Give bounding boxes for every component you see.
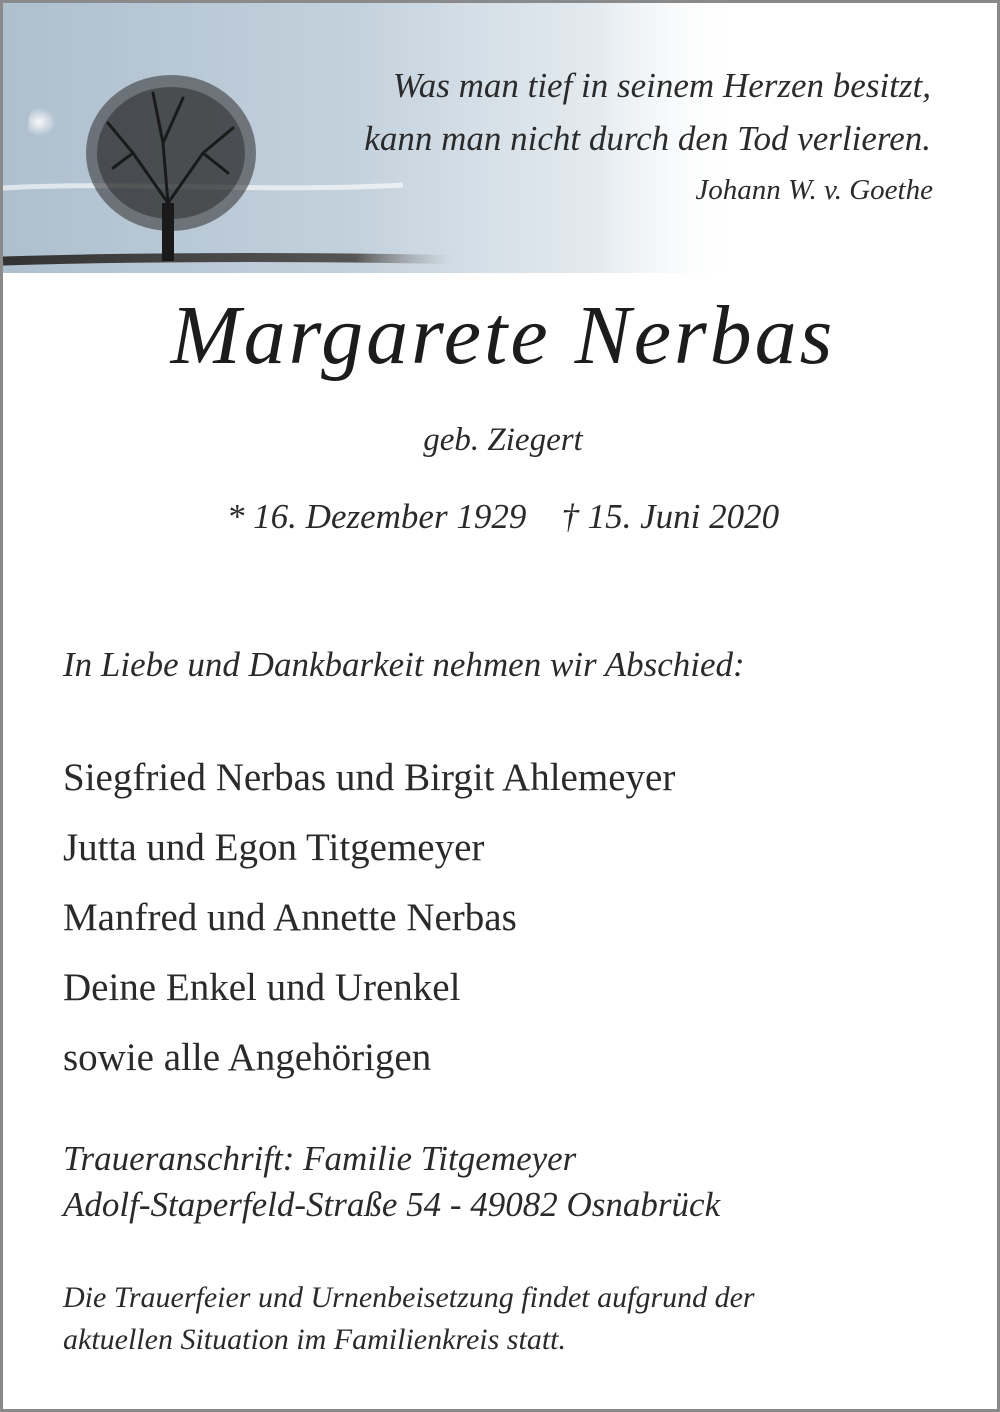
notice-line-2: aktuellen Situation im Familienkreis statt. [63, 1323, 566, 1356]
goethe-quote [364, 59, 931, 165]
mourner-entry: Jutta und Egon Titgemeyer [63, 826, 485, 869]
notice-line-1: Die Trauerfeier und Urnenbeisetzung findet aufgrund der [63, 1281, 755, 1314]
birth-name: geb. Ziegert [423, 422, 583, 458]
quote-line-2: kann man nicht durch den Tod verlieren. [364, 119, 931, 158]
life-dates: * 16. Dezember 1929 † 15. Juni 2020 [226, 497, 780, 536]
mourner-entry: Siegfried Nerbas und Birgit Ahlemeyer [63, 756, 676, 799]
mourners-list [63, 743, 675, 1093]
quote-author: Johann W. v. Goethe [695, 174, 933, 206]
mourning-address [63, 1136, 720, 1228]
address-line-2: Adolf-Staperfeld-Straße 54 - 49082 Osnabrück [63, 1185, 721, 1224]
address-line-1: Traueranschrift: Familie Titgemeyer [63, 1139, 577, 1178]
mourner-entry: sowie alle Angehörigen [63, 1036, 432, 1079]
quote-line-1: Was man tief in seinem Herzen besitzt, [392, 66, 931, 105]
mourner-entry: Deine Enkel und Urenkel [63, 966, 461, 1009]
ceremony-notice [63, 1277, 755, 1361]
farewell-text: In Liebe und Dankbarkeit nehmen wir Abschied: [63, 645, 745, 684]
mourner-entry: Manfred und Annette Nerbas [63, 896, 517, 939]
deceased-name: Margarete Nerbas [170, 289, 836, 382]
